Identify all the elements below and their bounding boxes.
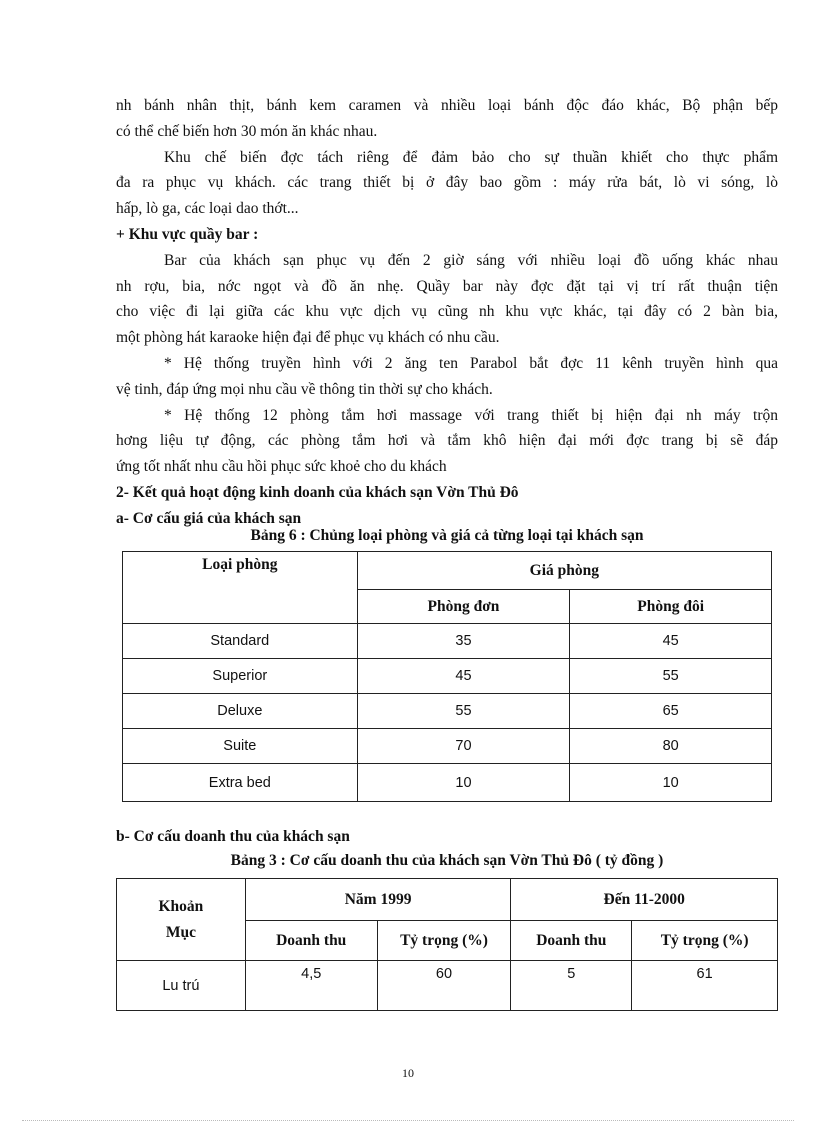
single-price-cell: 35: [357, 624, 570, 659]
item-cell: Lu trú: [117, 961, 246, 1011]
subsection-heading-a: a- Cơ cấu giá của khách sạn: [116, 509, 302, 527]
header-double-room: Phòng đôi: [570, 590, 772, 624]
header-to-nov-2000: Đến 11-2000: [511, 879, 778, 921]
paragraph-line: có thể chế biến hơn 30 món ăn khác nhau.: [116, 122, 378, 140]
single-price-cell: 10: [357, 764, 570, 802]
table6-caption: Bảng 6 : Chủng loại phòng và giá cả từng loại tại khách sạn: [250, 527, 644, 544]
share-2000-cell: 61: [632, 961, 778, 1011]
table3-caption: Bảng 3 : Cơ cấu doanh thu của khách sạn Vờn Thủ Đô ( tỷ đồng ): [230, 852, 664, 869]
header-item-line2: Mục: [165, 923, 196, 941]
double-price-cell: 55: [570, 659, 772, 694]
share-1999-cell: 60: [377, 961, 511, 1011]
table-row: [123, 729, 772, 764]
double-price-cell: 65: [570, 694, 772, 729]
single-price-cell: 55: [357, 694, 570, 729]
paragraph-line: hấp, lò ga, các loại dao thớt...: [116, 200, 299, 218]
body-text: [116, 93, 778, 532]
room-type-cell: Standard: [123, 624, 358, 659]
bar-section-heading: + Khu vực quầy bar :: [116, 225, 259, 243]
header-revenue-2000: Doanh thu: [511, 921, 632, 961]
double-price-cell: 45: [570, 624, 772, 659]
table-row: [123, 764, 772, 802]
header-room-type: Loại phòng: [123, 552, 358, 624]
room-type-cell: Superior: [123, 659, 358, 694]
table-row: [117, 961, 778, 1011]
header-year-1999: Năm 1999: [245, 879, 511, 921]
header-share-1999: Tỷ trọng (%): [377, 921, 511, 961]
section-heading: 2- Kết quả hoạt động kinh doanh của khách sạn Vờn Thủ Đô: [116, 483, 519, 501]
page-number: 10: [402, 1066, 414, 1080]
double-price-cell: 10: [570, 764, 772, 802]
table-row: [123, 624, 772, 659]
table-row: [123, 659, 772, 694]
header-share-2000: Tỷ trọng (%): [632, 921, 778, 961]
revenue-table: [116, 878, 778, 1011]
paragraph-line: nh rợu, bia, nớc ngọt và đồ ăn nhẹ. Quầy bar này đợc đặt tại vị trí rất thuận tiện: [116, 277, 778, 295]
paragraph-line: Bar của khách sạn phục vụ đến 2 giờ sáng với nhiều loại đồ uống khác nhau: [164, 251, 778, 269]
header-item-line1: Khoản: [158, 897, 204, 915]
room-type-cell: Suite: [123, 729, 358, 764]
paragraph-line: ứng tốt nhất nhu cầu hồi phục sức khoẻ cho du khách: [116, 458, 447, 476]
header-revenue-1999: Doanh thu: [245, 921, 377, 961]
paragraph-line: một phòng hát karaoke hiện đại để phục vụ khách có nhu cầu.: [116, 329, 500, 347]
single-price-cell: 45: [357, 659, 570, 694]
page-bottom-divider: [22, 1120, 794, 1121]
room-price-table: [122, 551, 772, 802]
header-room-price: Giá phòng: [357, 552, 771, 590]
single-price-cell: 70: [357, 729, 570, 764]
paragraph-line: hơng liệu tự động, các phòng tắm hơi và tắm khô hiện đại mới đợc trang bị sẽ đáp: [116, 432, 778, 450]
header-item: [117, 879, 246, 961]
table-row: [123, 694, 772, 729]
revenue-2000-cell: 5: [511, 961, 632, 1011]
paragraph-line: cho việc đi lại giữa các khu vực dịch vụ cũng nh khu vực khác, tại đây có 2 bàn bia,: [116, 303, 778, 321]
paragraph-line: * Hệ thống truyền hình với 2 ăng ten Parabol bắt đợc 11 kênh truyền hình qua: [164, 354, 778, 372]
paragraph-line: nh bánh nhân thịt, bánh kem caramen và nhiều loại bánh độc đáo khác, Bộ phận bếp: [116, 97, 778, 114]
subsection-heading-b: b- Cơ cấu doanh thu của khách sạn: [116, 828, 350, 845]
room-type-cell: Extra bed: [123, 764, 358, 802]
revenue-1999-cell: 4,5: [245, 961, 377, 1011]
paragraph-line: Khu chế biến đợc tách riêng để đảm bảo cho sự thuần khiết cho thực phẩm: [164, 148, 778, 166]
paragraph-line: vệ tinh, đáp ứng mọi nhu cầu về thông tin thời sự cho khách.: [116, 380, 493, 398]
double-price-cell: 80: [570, 729, 772, 764]
paragraph-line: * Hệ thống 12 phòng tắm hơi massage với trang thiết bị hiện đại nh máy trộn: [164, 406, 778, 424]
header-single-room: Phòng đơn: [357, 590, 570, 624]
room-type-cell: Deluxe: [123, 694, 358, 729]
paragraph-line: đa ra phục vụ khách. các trang thiết bị ở đây bao gồm : máy rửa bát, lò vi sóng, lò: [116, 174, 778, 192]
